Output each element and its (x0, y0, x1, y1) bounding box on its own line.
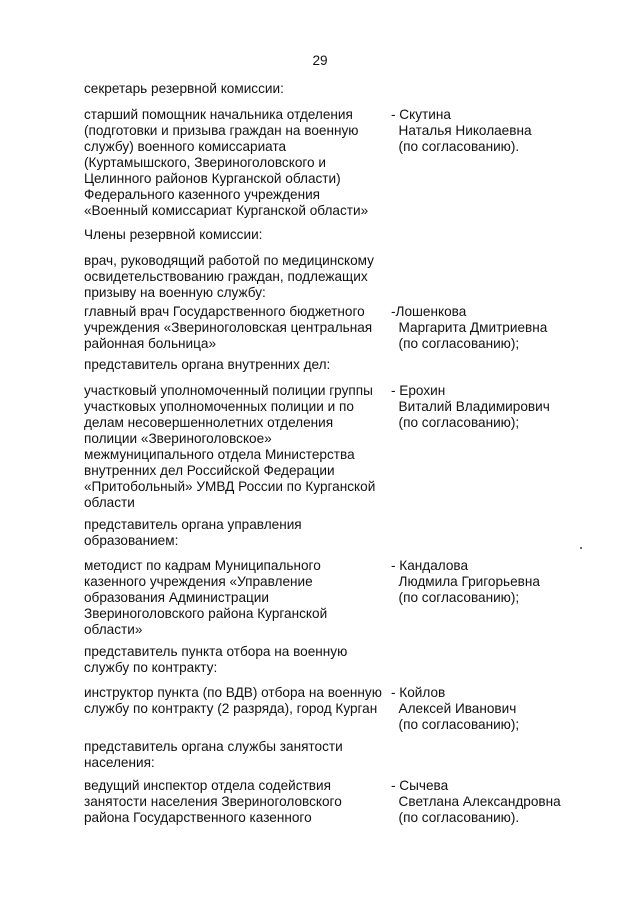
police-heading: представитель органа внутренних дел: (84, 357, 331, 372)
police-position: участковый уполномоченный полиции группы участковых уполномоченных полиции и по делам несовершеннолетних отделения полиции «Звериноголовское» межмуниципального отдела Министерства внутренних дел Российской Федерации «Притобольный» УМВД России по Курганской области (84, 383, 376, 510)
contract-heading: представитель пункта отбора на военную службу по контракту: (84, 644, 348, 675)
contract-position: инструктор пункта (по ВДВ) отбора на военную службу по контракту (2 разряда), город Курган (84, 685, 382, 716)
education-heading: представитель органа управления образованием: (84, 517, 302, 548)
education-position: методист по кадрам Муниципального казенного учреждения «Управление образования Администрации Звериноголовского района Курганской области» (84, 558, 328, 637)
employment-heading: представитель органа службы занятости населения: (84, 739, 343, 770)
employment-position: ведущий инспектор отдела содействия занятости населения Звериноголовского района Государственного казенного (84, 778, 342, 825)
doctor-position: главный врач Государственного бюджетного учреждения «Звериноголовская центральная районная больница» (84, 304, 373, 351)
doctor-name: -Лошенкова Маргарита Дмитриевна (по согласованию); (391, 304, 548, 351)
contract-name: - Койлов Алексей Иванович (по согласованию); (391, 685, 520, 732)
education-name: - Кандалова Людмила Григорьевна (по согласованию); (391, 558, 540, 605)
members-heading: Члены резервной комиссии: (84, 227, 263, 242)
scan-speck (580, 547, 582, 549)
secretary-name: - Скутина Наталья Николаевна (по согласованию). (391, 107, 532, 154)
doctor-heading: врач, руководящий работой по медицинскому освидетельствованию граждан, подлежащих призыву на военную службу: (84, 253, 374, 300)
employment-name: - Сычева Светлана Александровна (по согласованию). (391, 778, 561, 825)
police-name: - Ерохин Виталий Владимирович (по согласованию); (391, 383, 550, 430)
page-number: 29 (312, 53, 328, 68)
secretary-position: старший помощник начальника отделения (подготовки и призыва граждан на военную службу) военного комиссариата (Куртамышского, Звериноголовского и Целинного районов Курганской области) Федерального казенного учреждения «Военный комиссариат Курганской области» (84, 107, 369, 218)
secretary-heading: секретарь резервной комиссии: (84, 81, 284, 96)
